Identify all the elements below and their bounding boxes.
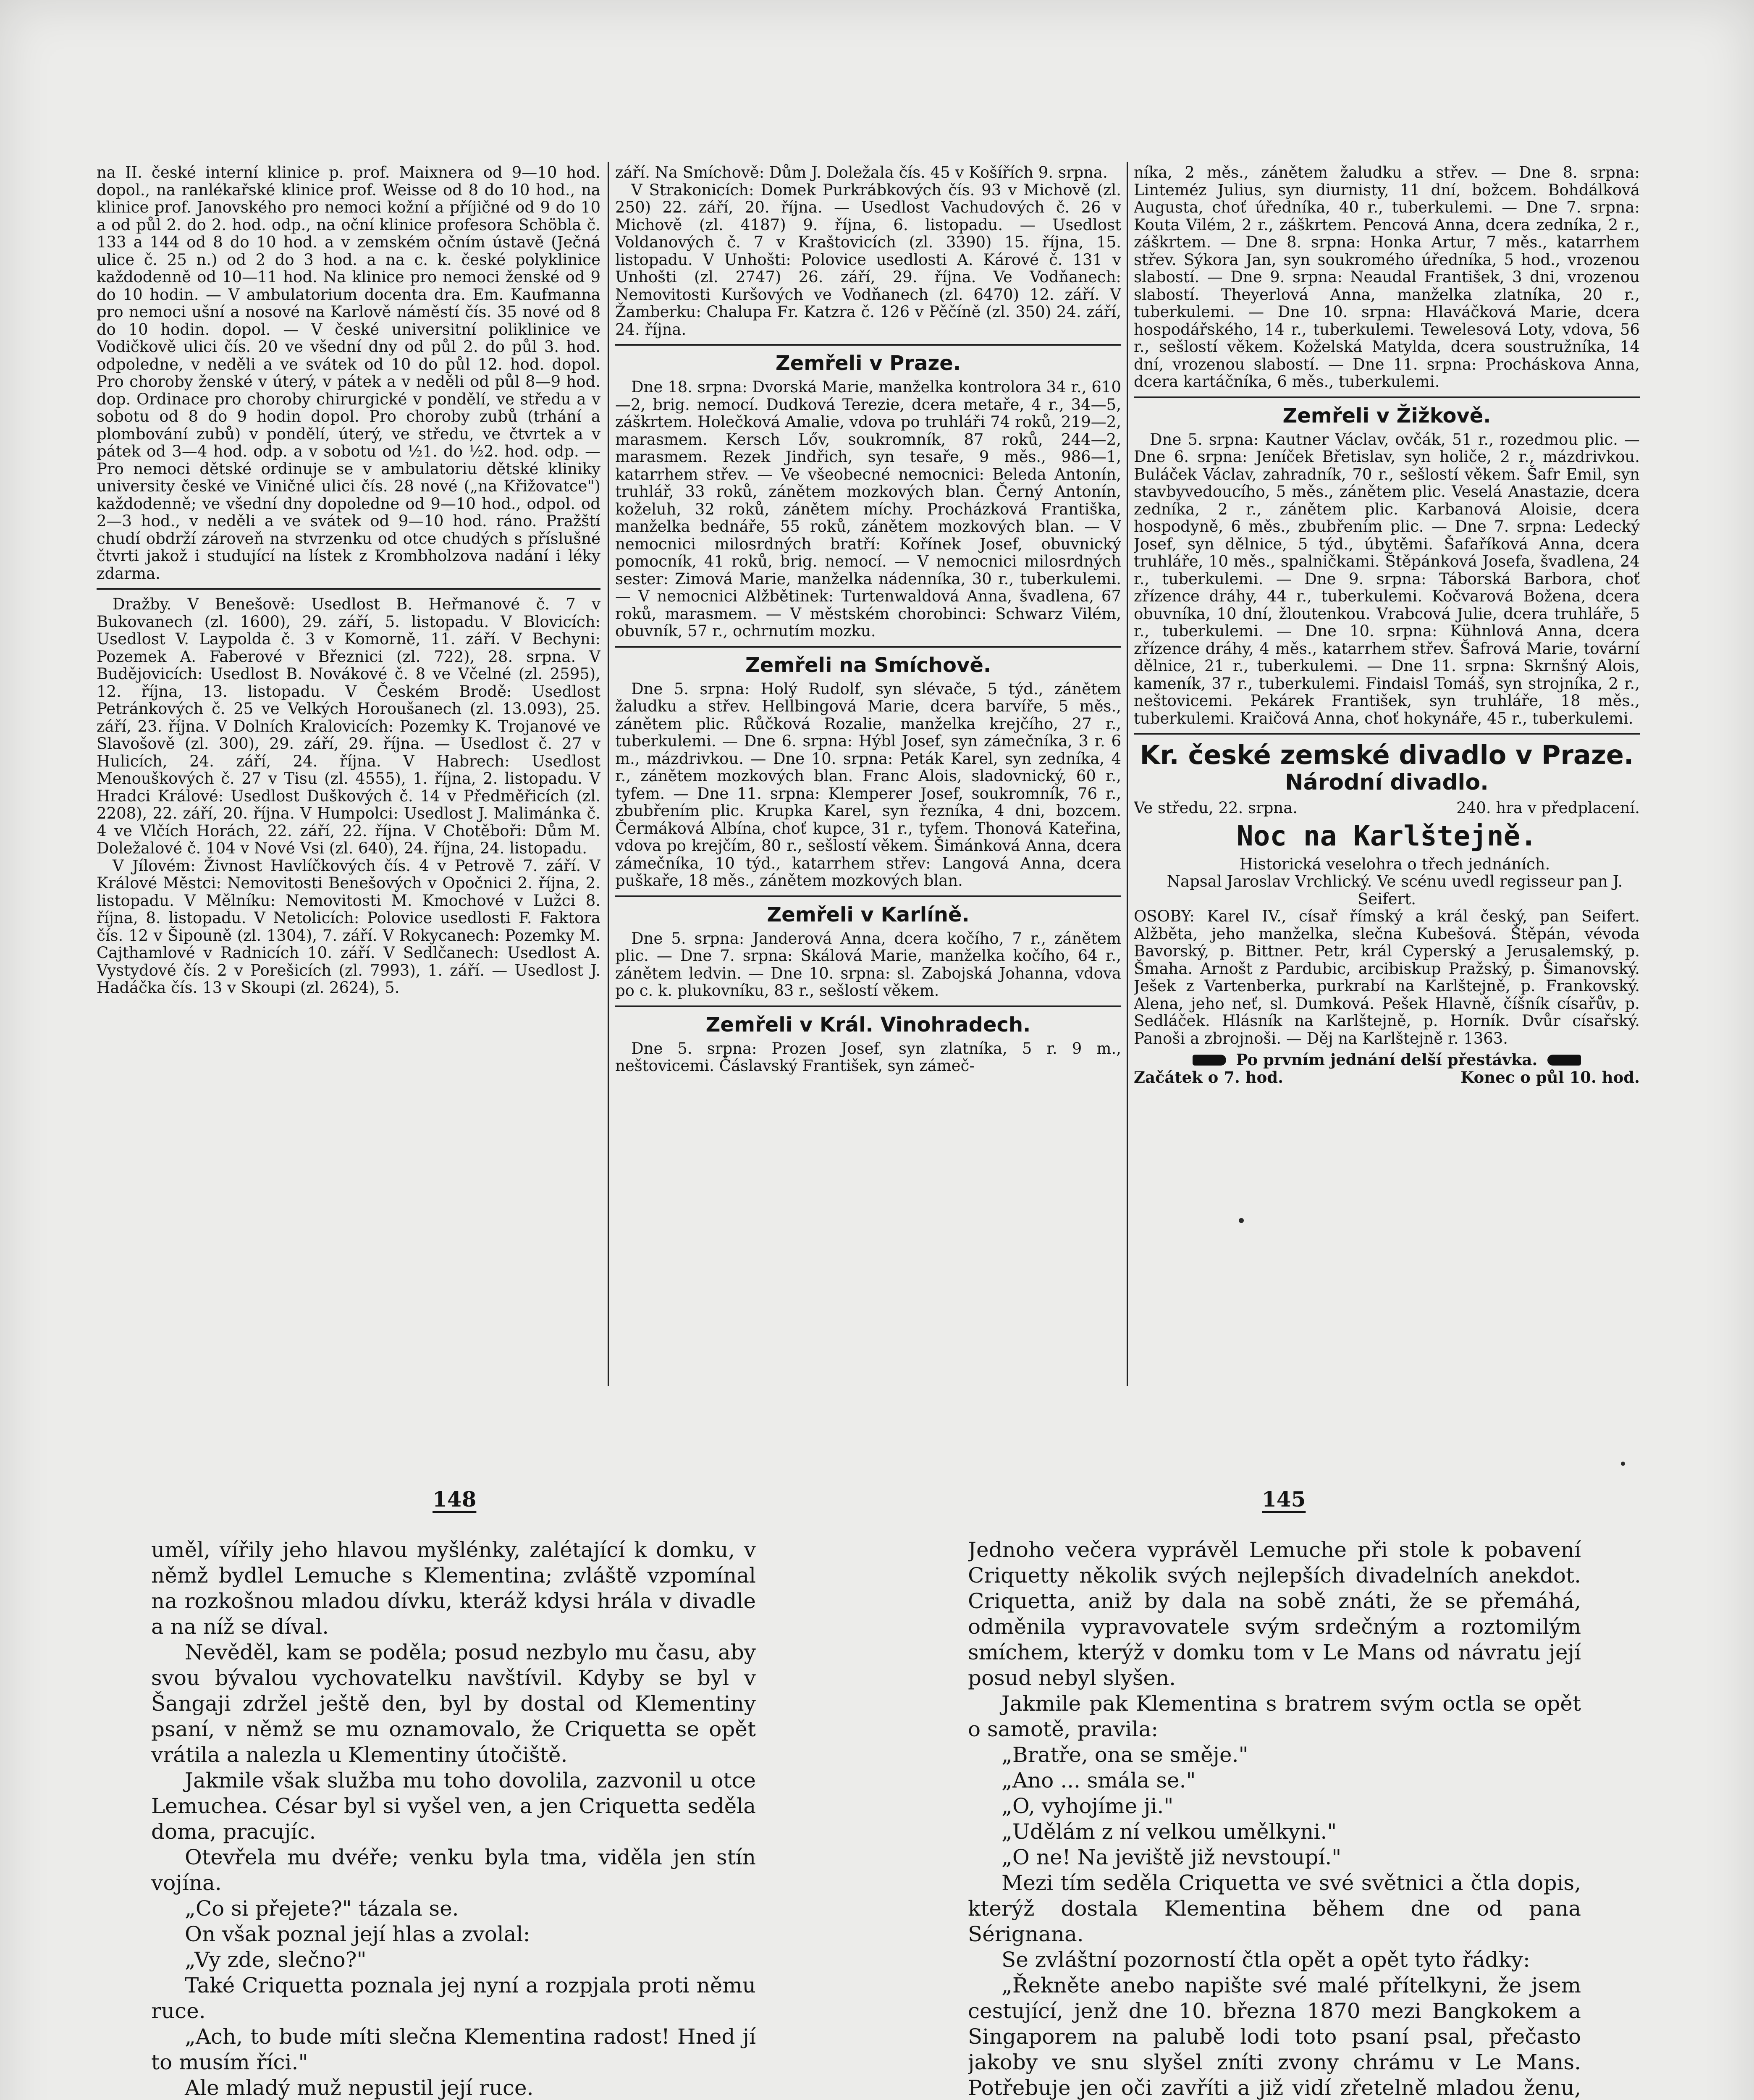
book-paragraph: Se zvláštní pozorností čtla opět a opět tyto řádky: [1002, 1948, 1530, 1972]
theatre-subtitle: Národní divadlo. [1285, 770, 1489, 795]
book-paragraph: „O ne! Na jeviště již nevstoupí." [1002, 1845, 1342, 1869]
theatre-title: Kr. české zemské divadlo v Praze. [1140, 740, 1634, 770]
newspaper-column-3 [1134, 164, 1640, 1382]
section-rule [615, 344, 1121, 346]
book-paragraph: Otevřela mu dvéře; venku byla tma, viděla jen stín vojína. [151, 1845, 756, 1895]
play-genre: Historická veselohra o třech jednáních. [1239, 855, 1550, 873]
performance-meta [1134, 799, 1640, 817]
clinic-hours-text: na II. české interní klinice p. prof. Maixnera od 9—10 hod. dopol., na ranlékařské klinice prof. Weisse od 8 do 10 hod., na klinice prof. Janovského pro nemoci kožní a příjičné od 9 do 10 a od půl 2. do 2. hod. odp., na oční klinice profesora Schöbla č. 133 a 144 od 8 do 10 hod. a v zemském očním ústavě (Ječná ulice č. 25 n.) od 2 do 3 hod. a na c. k. české polyklinice každodenně od 10—11 hod. Na klinice pro nemoci ženské od 9 do 10 hodin. — V ambulatorium docenta dra. Em. Kaufmanna pro nemoci ušní a nosové na Karlově náměstí čís. 35 nové od 8 do 10 hodin. dopol. — V české universitní poliklinice ve Vodičkově ulici čís. 20 ve všední dny od půl 2. do půl 3. hod. odpoledne, v neděli a ve svátek od 10 do půl 12. hod. dopol. Pro choroby ženské v úterý, v pátek a v neděli od půl 8—9 hod. dop. Ordinace pro choroby chirurgické v pondělí, ve středu a v sobotu od 8 do 9 hodin dopol. Pro choroby zubů (trhání a plombování zubů) v pondělí, úterý, ve středu, ve čtvrtek a v pátek od 3—4 hod. odp. a v sobotu od ½1. do ½2. hod. odp. — Pro nemoci dětské ordinuje se v ambulatoriu dětské kliniky university české ve Viničné ulici čís. 28 nové („na Křižovatce") každodenně; ve všední dny dopoledne od 9—10 hod., odpol. od 2—3 hod., v neděli a ve svátek od 9—10 hod. ráno. Pražští chudí obdrží zároveň na stvrzenku od otce chudých s příslušné čtvrti jakož i studující na lístek z Krombholzova nadání i léky zdarma. [97, 164, 600, 583]
book-paragraph: „Co si přejete?" tázala se. [185, 1896, 459, 1921]
auctions-text: Dražby. V Benešově: Usedlost B. Heřmanové č. 7 v Bukovanech (zl. 1600), 29. září, 5. listopadu. V Blovicích: Usedlost V. Laypolda č. 3 v Komorně, 11. září. V Bechyni: Pozemek A. Faberové v Březnici (zl. 722), 28. srpna. V Budějovicích: Usedlost B. Novákové č. 8 ve Včelné (zl. 2595), 12. října, 13. listopadu. V Českém Brodě: Usedlost Petránkových č. 25 ve Velkých Horoušanech (zl. 13.093), 25. září, 23. října. V Dolních Kralovicích: Pozemky K. Trojanové ve Slavošově (zl. 300), 29. září, 29. října. — Usedlost č. 27 v Hulicích, 24. září, 24. října. V Habrech: Usedlost Menouškových č. 27 v Tisu (zl. 4555), 1. října, 2. listopadu. V Hradci Králové: Usedlost Duškových č. 14 v Předměřicích (zl. 2208), 22. září, 20. října. V Humpolci: Usedlost J. Malimánka č. 4 ve Vlčích Horách, 22. září, 22. října. V Chotěboři: Dům M. Doležalové č. 104 v Nové Vsi (zl. 640), 24. října, 24. listopadu. [97, 595, 600, 857]
intermission-text: Po prvním jednání delší přestávka. [1236, 1050, 1538, 1069]
book-paragraph: Nevěděl, kam se poděla; posud nezbylo mu času, aby svou bývalou vychovatelku navštívil. Kdyby se byl v Šangaji zdržel ještě den, byl by dostal od Klementiny psaní, v němž se mu oznamovalo, že Criquetta se opět vrátila a nalezla u Klementiny útočiště. [151, 1640, 756, 1767]
book-page-right [968, 1537, 1581, 2100]
column-rule [1127, 162, 1128, 1386]
auctions-tail: září. Na Smíchově: Dům J. Doležala čís. 45 v Košířích 9. srpna. [615, 164, 1108, 181]
book-paragraph: „Vy zde, slečno?" [185, 1948, 367, 1972]
newspaper-column-1 [97, 164, 600, 1382]
end-time: Konec o půl 10. hod. [1460, 1068, 1640, 1087]
deaths-smichov-text: Dne 5. srpna: Holý Rudolf, syn slévače, 5 týd., zánětem žaludku a střev. Hellbingová Marie, dcera barvíře, 5 měs., zánětem plic. Růčková Rozalie, manželka krejčího, 27 r., tuberkulemi. — Dne 6. srpna: Hýbl Josef, syn zámečníka, 3 r. 6 m., mázdrivkou. — Dne 10. srpna: Peták Karel, syn zedníka, 4 r., zánětem mozkových blan. Franc Alois, sladovnický, 60 r., tyfem. — Dne 11. srpna: Klemperer Josef, soukromník, 76 r., zbubřením plic. Krupka Karel, syn řezníka, 4 dni, bozcem. Čermáková Albína, choť kupce, 31 r., tyfem. Thonová Kateřina, vdova po krejčím, 80 r., sešlostí věkem. Šimánková Anna, dcera zámečníka, 10 týd., katarrhem střev: Langová Anna, dcera puškaře, 18 měs., zánětem mozkových blan. [615, 680, 1121, 890]
newspaper-column-2 [615, 164, 1121, 1382]
book-paragraph: „Řekněte anebo napište své malé přítelkyni, že jsem cestující, jenž dne 10. března 1870 mezi Bangkokem a Singaporem na palubě lodi toto psaní psal, přečasto jakoby ve snu slyšel zníti zvony chrámu v Le Mans. Potřebuje jen oči zavříti a již vidí zřetelně mladou ženu, [968, 1973, 1581, 2100]
deaths-vinohrady-text: Dne 5. srpna: Prozen Josef, syn zlatníka, 5 r. 9 m., neštovicemi. Čáslavský František, syn zámeč- [615, 1039, 1121, 1075]
cast-list: OSOBY: Karel IV., císař římský a král český, pan Seifert. Alžběta, jeho manželka, slečna Kubešová. Štěpán, vévoda Bavorský, p. Bittner. Petr, král Cyperský a Jerusalemský, p. Šmaha. Arnošt z Pardubic, arcibiskup Pražský, p. Šimanovský. Ješek z Vartenberka, purkrabí na Karlštejně, p. Frankovský. Alena, jeho neť, sl. Dumková. Pešek Hlavně, číšník císařův, p. Sedláček. Hlásník na Karlštejně, p. Horník. Dvůr císařský. Panoši a zbrojnoši. — Děj na Karlštejně r. 1363. [1134, 907, 1640, 1047]
book-paragraph: Mezi tím seděla Criquetta ve své světnici a čtla dopis, kterýž dostala Klementina během dne od pana Sérignana. [968, 1871, 1581, 1946]
auctions-text-cont: V Jílovém: Živnost Havlíčkových čís. 4 v Petrově 7. září. V Králové Městci: Nemovitosti Benešových v Opočnici 2. října, 2. listopadu. V Mělníku: Nemovitosti M. Kmochové v Lužci 8. října, 8. listopadu. V Netolicích: Polovice usedlosti F. Faktora čís. 12 v Šipouně (zl. 1304), 7. září. V Rokycanech: Pozemky M. Cajthamlové v Radnicích 10. září. V Sedlčanech: Usedlost A. Vystydové čís. 2 v Porešicích (zl. 7993), 1. září. — Usedlost J. Hadáčka čís. 13 v Skoupi (zl. 2624), 5. [97, 856, 600, 997]
section-rule [1134, 396, 1640, 398]
deaths-smichov-heading: Zemřeli na Smíchově. [745, 653, 991, 677]
deaths-vinohrady-cont: níka, 2 měs., zánětem žaludku a střev. — Dne 8. srpna: Linteméz Julius, syn diurnisty, 11 dní, božcem. Bohdálková Augusta, choť úředníka, 40 r., tuberkulemi. — Dne 7. srpna: Kouta Vilém, 2 r., záškrtem. Pencová Anna, dcera zedníka, 2 r., záškrtem. — Dne 8. srpna: Honka Artur, 7 měs., katarrhem střev. Sýkora Jan, syn soukromého úředníka, 5 hod., vrozenou slabostí. — Dne 9. srpna: Neaudal František, 3 dni, vrozenou slabostí. Theyerlová Anna, manželka zlatníka, 20 r., tuberkulemi. — Dne 10. srpna: Hlaváčková Marie, dcera hospodářského, 14 r., tuberkulemi. Tewelesová Loty, vdova, 56 r., sešlostí věkem. Koželská Matylda, dcera soustružníka, 14 dní, vrozenou slabostí. — Dne 11. srpna: Procháskova Anna, dcera kartáčníka, 6 měs., tuberkulemi. [1134, 164, 1640, 391]
book-paragraph: „Udělám z ní velkou umělkyni." [1002, 1819, 1337, 1844]
book-paragraph: Také Criquetta poznala jej nyní a rozpjala proti němu ruce. [151, 1973, 756, 2023]
performance-date: Ve středu, 22. srpna. [1134, 799, 1298, 817]
deaths-zizkov-text: Dne 5. srpna: Kautner Václav, ovčák, 51 r., rozedmou plic. — Dne 6. srpna: Jeníček Břetislav, syn holiče, 2 r., mázdrivkou. Buláček Václav, zahradník, 70 r., sešlostí věkem. Šafr Emil, syn stavbyvedoucího, 5 měs., zánětem plic. Veselá Anastazie, dcera zedníka, 2 r., zánětem plic. Karbanová Aloisie, dcera hospodyně, 6 měs., zbubřením plic. — Dne 7. srpna: Ledecký Josef, syn dělnice, 5 týd., úbytěmi. Šafaříková Anna, dcera truhláře, 10 měs., spalničkami. Štěpánková Josefa, švadlena, 24 r., tuberkulemi. — Dne 9. srpna: Táborská Barbora, choť zřízence dráhy, 44 r., tuberkulemi. Kočvarová Božena, dcera obuvníka, 10 dní, žloutenkou. Vrabcová Julie, dcera truhláře, 5 r., tuberkulemi. — Dne 10. srpna: Kühnlová Anna, dcera zřízence dráhy, 4 měs., katarrhem střev. Šafrová Marie, tovární dělnice, 21 r., tuberkulemi. — Dne 11. srpna: Skrnšný Alois, kameník, 37 r., tuberkulemi. Findaisl Tomáš, syn strojníka, 2 r., neštovicemi. Pekárek František, syn truhláře, 18 měs., tuberkulemi. Kraičová Anna, choť hokynáře, 45 r., tuberkulemi. [1134, 430, 1640, 727]
section-rule [615, 646, 1121, 648]
book-paragraph: „Ano ... smála se." [1002, 1768, 1196, 1793]
deaths-karlin-heading: Zemřeli v Karlíně. [767, 903, 970, 927]
column-rule [608, 162, 609, 1386]
theatre-announcement [1134, 740, 1640, 1086]
deaths-prague-text: Dne 18. srpna: Dvorská Marie, manželka kontrolora 34 r., 610—2, brig. nemocí. Dudková Terezie, dcera metaře, 4 r., 34—5, záškrtem. Holečková Amalie, vdova po truhláři 74 roků, 219—2, marasmem. Kersch Lőv, soukromník, 87 roků, 244—2, marasmem. Rezek Jindřich, syn tesaře, 9 měs., 986—1, katarrhem střev. — Ve všeobecné nemocnici: Beleda Antonín, truhlář, 33 roků, zánětem mozkových blan. Černý Antonín, koželuh, 32 roků, zánětem míchy. Procházková Františka, manželka bednáře, 55 roků, zánětem mozkových blan. — V nemocnici milosrdných bratří: Kořínek Josef, obuvnický pomocník, 41 roků, brig. nemocí. — V nemocnici milosrdných sester: Zimová Marie, manželka nádenníka, 30 r., tuberkulemi. — V nemocnici Alžbětinek: Turtenwaldová Anna, švadlena, 67 roků, marasmem. — V městském chorobinci: Schwarz Vilém, obuvník, 57 r., ochrnutím mozku. [615, 378, 1121, 640]
scan-speck [1621, 1462, 1625, 1466]
book-paragraph: „O, vyhojíme ji." [1002, 1794, 1174, 1818]
section-rule [1134, 733, 1640, 735]
intermission-note [1134, 1051, 1640, 1069]
pointing-hand-icon [1547, 1055, 1581, 1066]
scan-speck [1239, 1218, 1244, 1223]
page-number-right: 145 [1262, 1487, 1306, 1512]
play-author: Napsal Jaroslav Vrchlický. Ve scénu uvedl regisseur pan J. Seifert. [1167, 872, 1623, 908]
book-paragraph: uměl, vířily jeho hlavou myšlénky, zalétající k domku, v němž bydlel Lemuche s Klementina; zvláště vzpomínal na rozkošnou mladou dívku, kteráž kdysi hrála v divadle a na níž se díval. [151, 1538, 756, 1639]
section-rule [97, 588, 600, 590]
deaths-prague-heading: Zemřeli v Praze. [775, 352, 961, 375]
book-paragraph: Jakmile pak Klementina s bratrem svým octla se opět o samotě, pravila: [968, 1691, 1581, 1741]
deaths-zizkov-heading: Zemřeli v Žižkově. [1282, 404, 1491, 428]
section-rule [615, 1005, 1121, 1007]
book-paragraph: „Bratře, ona se směje." [1002, 1743, 1248, 1767]
book-paragraph: Ale mladý muž nepustil její ruce. [185, 2076, 534, 2100]
performance-number: 240. hra v předplacení. [1456, 799, 1640, 817]
book-paragraph: Jednoho večera vyprávěl Lemuche při stole k pobavení Criquetty několik svých nejlepších divadelních anekdot. Criquetta, aniž by dala na sobě znáti, že se přemáhá, odměnila vypravovatele svým srdečným a roztomilým smíchem, kterýž v domku tom v Le Mans od návratu její posud nebyl slyšen. [968, 1538, 1581, 1690]
book-paragraph: On však poznal její hlas a zvolal: [185, 1922, 530, 1946]
deaths-vinohrady-heading: Zemřeli v Král. Vinohradech. [705, 1013, 1031, 1037]
play-title: Noc na Karlštejně. [1236, 819, 1537, 852]
pointing-hand-icon [1193, 1055, 1226, 1066]
page-number-left: 148 [433, 1487, 477, 1512]
deaths-karlin-text: Dne 5. srpna: Janderová Anna, dcera kočího, 7 r., zánětem plic. — Dne 7. srpna: Skálová Marie, manželka kočího, 64 r., zánětem ledvin. — Dne 10. srpna: sl. Zabojská Johanna, vdova po c. k. plukovníku, 83 r., sešlostí věkem. [615, 929, 1121, 1000]
section-rule [615, 895, 1121, 897]
performance-times [1134, 1069, 1640, 1087]
book-paragraph: „Ach, to bude míti slečna Klementina radost! Hned jí to musím říci." [151, 2024, 756, 2074]
start-time: Začátek o 7. hod. [1134, 1068, 1284, 1087]
book-page-left [151, 1537, 756, 2100]
auctions-tail-2: V Strakonicích: Domek Purkrábkových čís. 93 v Michově (zl. 250) 22. září, 20. října. — Usedlost Vachudových č. 26 v Michově (zl. 4187) 9. října, 6. listopadu. — Usedlost Voldanových č. 7 v Kraštovicích (zl. 3390) 15. října, 15. listopadu. V Unhošti: Polovice usedlosti A. Kárové č. 131 v Unhošti (zl. 2747) 26. září, 29. října. Ve Vodňanech: Nemovitosti Kuršových ve Vodňanech (zl. 6470) 12. září. V Žamberku: Chalupa Fr. Katzra č. 126 v Pěčíně (zl. 350) 24. září, 24. října. [615, 181, 1121, 339]
book-paragraph: Jakmile však služba mu toho dovolila, zazvonil u otce Lemuchea. César byl si vyšel ven, a jen Criquetta seděla doma, pracujíc. [151, 1768, 756, 1844]
